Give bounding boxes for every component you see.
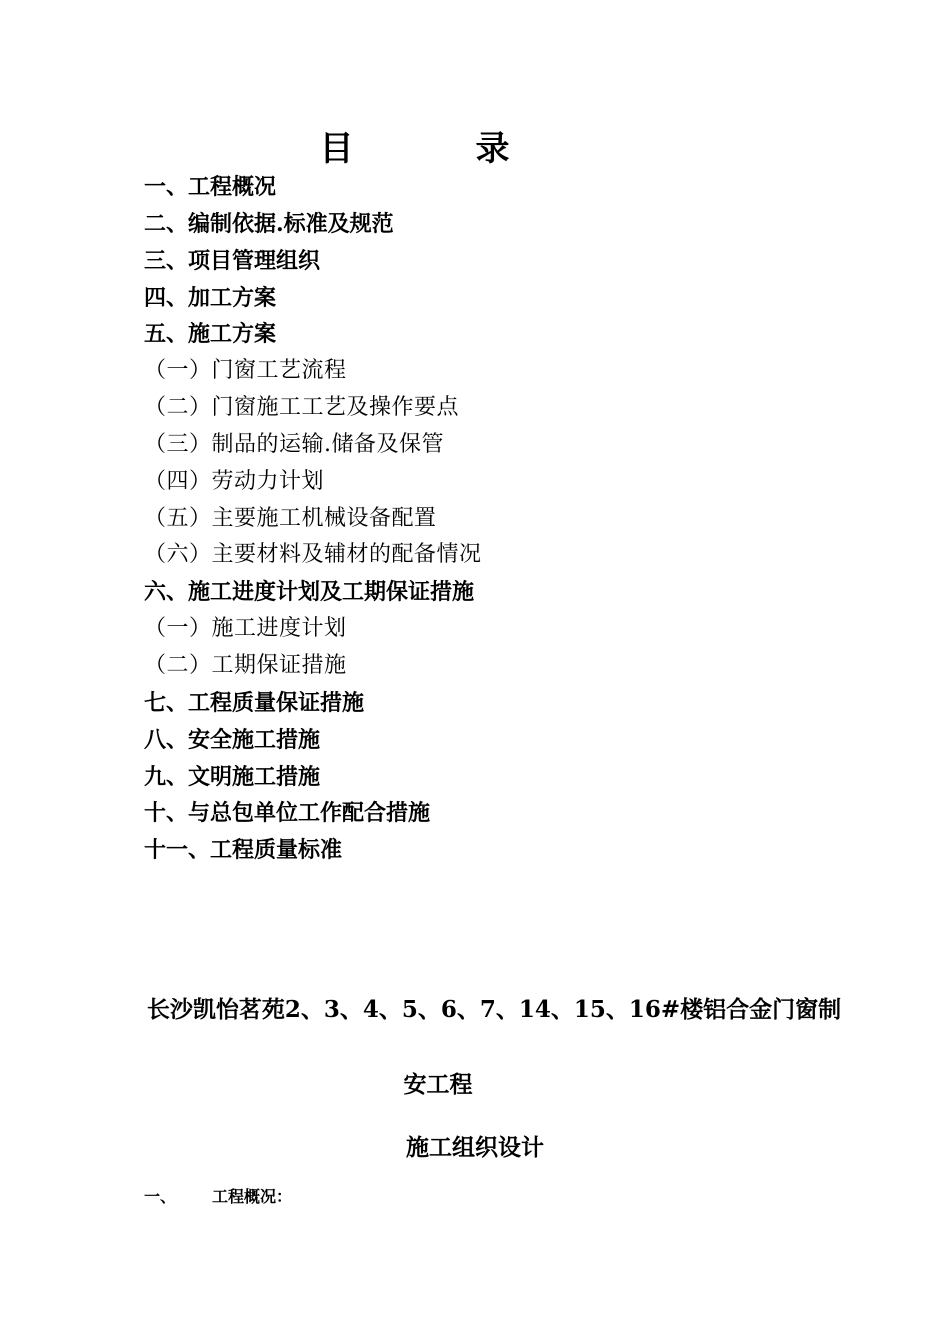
section-heading	[144, 1184, 292, 1210]
table-of-contents	[144, 169, 482, 869]
toc-item: 三、项目管理组织	[144, 247, 321, 274]
toc-item: 二、编制依据.标准及规范	[144, 210, 394, 237]
toc-item: 八、安全施工措施	[144, 726, 321, 753]
toc-item: 十、与总包单位工作配合措施	[144, 800, 431, 827]
toc-item: 五、施工方案	[144, 321, 277, 348]
toc-item: 一、工程概况	[144, 174, 277, 200]
toc-title: 目 录	[319, 129, 554, 169]
section-number: 一、	[144, 1187, 177, 1206]
toc-subitem: （三）制品的运输.储备及保管	[144, 431, 444, 457]
toc-subitem: （六）主要材料及辅材的配备情况	[144, 542, 482, 568]
toc-item: 六、施工进度计划及工期保证措施	[144, 579, 475, 606]
section-title: 工程概况：	[212, 1187, 293, 1206]
document-title-continuation: 安工程	[403, 1071, 473, 1098]
toc-item: 七、工程质量保证措施	[144, 689, 365, 716]
toc-subitem: （二）门窗施工工艺及操作要点	[144, 395, 460, 421]
document-title: 长沙凯怡茗苑2、3、4、5、6、7、14、15、16#楼铝合金门窗制	[146, 996, 842, 1023]
toc-subitem: （五）主要施工机械设备配置	[144, 505, 437, 531]
toc-item: 四、加工方案	[144, 284, 277, 311]
toc-item: 九、文明施工措施	[144, 763, 321, 790]
toc-subitem: （一）施工进度计划	[144, 616, 347, 642]
toc-subitem: （四）劳动力计划	[144, 468, 325, 494]
document-subtitle: 施工组织设计	[406, 1134, 544, 1161]
toc-subitem: （二）工期保证措施	[144, 652, 347, 678]
toc-item: 十一、工程质量标准	[144, 837, 343, 864]
toc-subitem: （一）门窗工艺流程	[144, 358, 347, 384]
